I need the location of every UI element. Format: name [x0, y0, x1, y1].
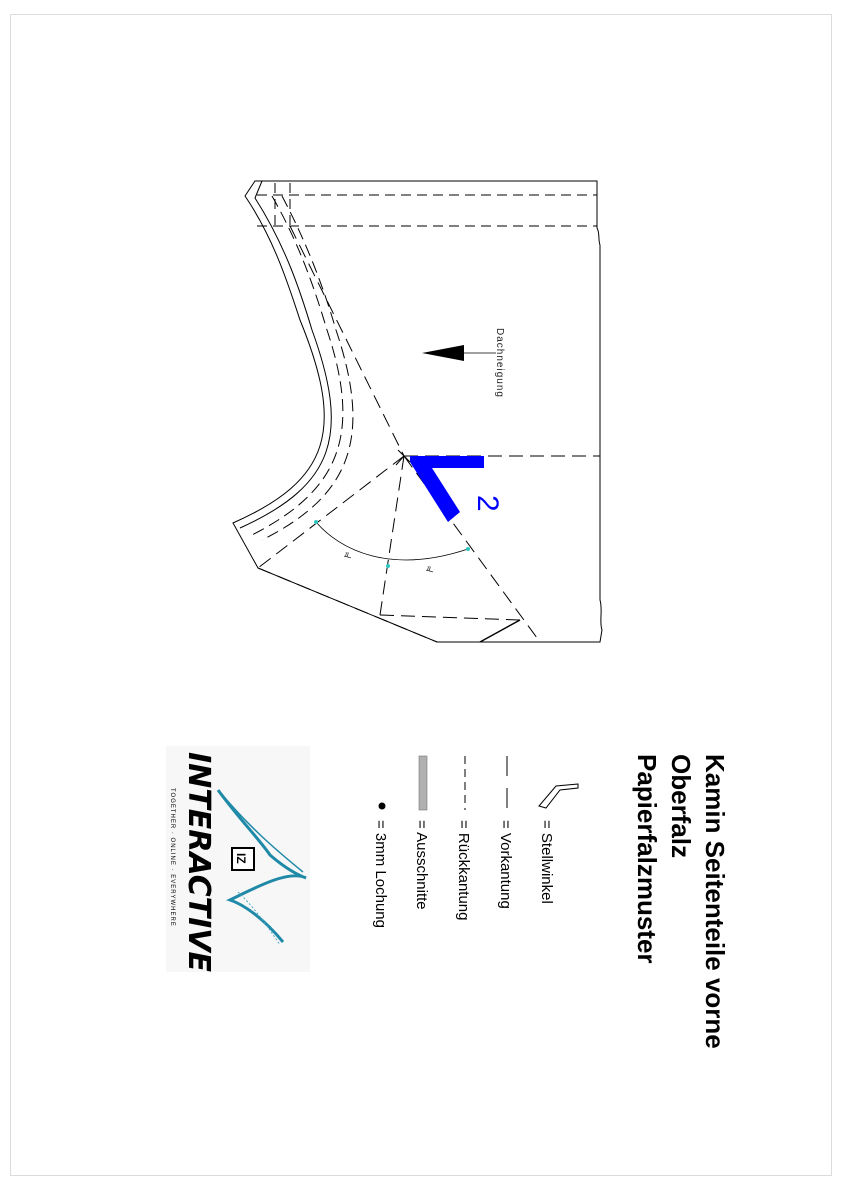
diagonal-fold-lines: [258, 226, 600, 642]
angle-mark-2: ≉: [424, 566, 434, 571]
title-block: [632, 754, 730, 1049]
legend-vorkantung-label: = Vorkantung: [497, 820, 514, 909]
stellwinkel-icon: [539, 784, 578, 808]
legend-lochung-label: = 3mm Lochung: [372, 820, 389, 928]
lochung-dot-icon: [379, 803, 386, 810]
interactive-logo: [166, 746, 310, 972]
logo-tagline: TOGETHER · ONLINE · EVERYWHERE: [169, 788, 175, 927]
dachneigung-label: Dachneigung: [494, 328, 505, 398]
angle-number: 2: [471, 495, 504, 512]
legend-ausschnitte-label: = Ausschnitte: [413, 820, 430, 910]
top-fold-lines: [257, 183, 597, 226]
angle-arc: [314, 520, 470, 573]
title-line-3: Papierfalzmuster: [632, 754, 662, 964]
legend-stellwinkel-label: = Stellwinkel: [538, 820, 555, 904]
title-line-2: Oberfalz: [666, 754, 696, 859]
fold-pattern-drawing: [233, 181, 602, 642]
angle-mark-1: ≉: [342, 552, 352, 557]
logo-brand-text: INTERACTIVE: [181, 752, 216, 972]
outline-cut-line: [233, 181, 602, 642]
ausschnitte-bar-icon: [419, 756, 427, 810]
angle-marker-2: [410, 456, 504, 522]
legend-rueckkantung-label: = Rückkantung: [455, 820, 472, 921]
outline-inner-edge: [240, 181, 331, 528]
dachneigung-arrow: [422, 328, 505, 398]
logo-badge-text: IZ: [234, 853, 248, 864]
title-line-1: Kamin Seitenteile vorne: [700, 754, 730, 1049]
stellwinkel-edge-line: [480, 620, 520, 642]
legend: [372, 756, 578, 928]
